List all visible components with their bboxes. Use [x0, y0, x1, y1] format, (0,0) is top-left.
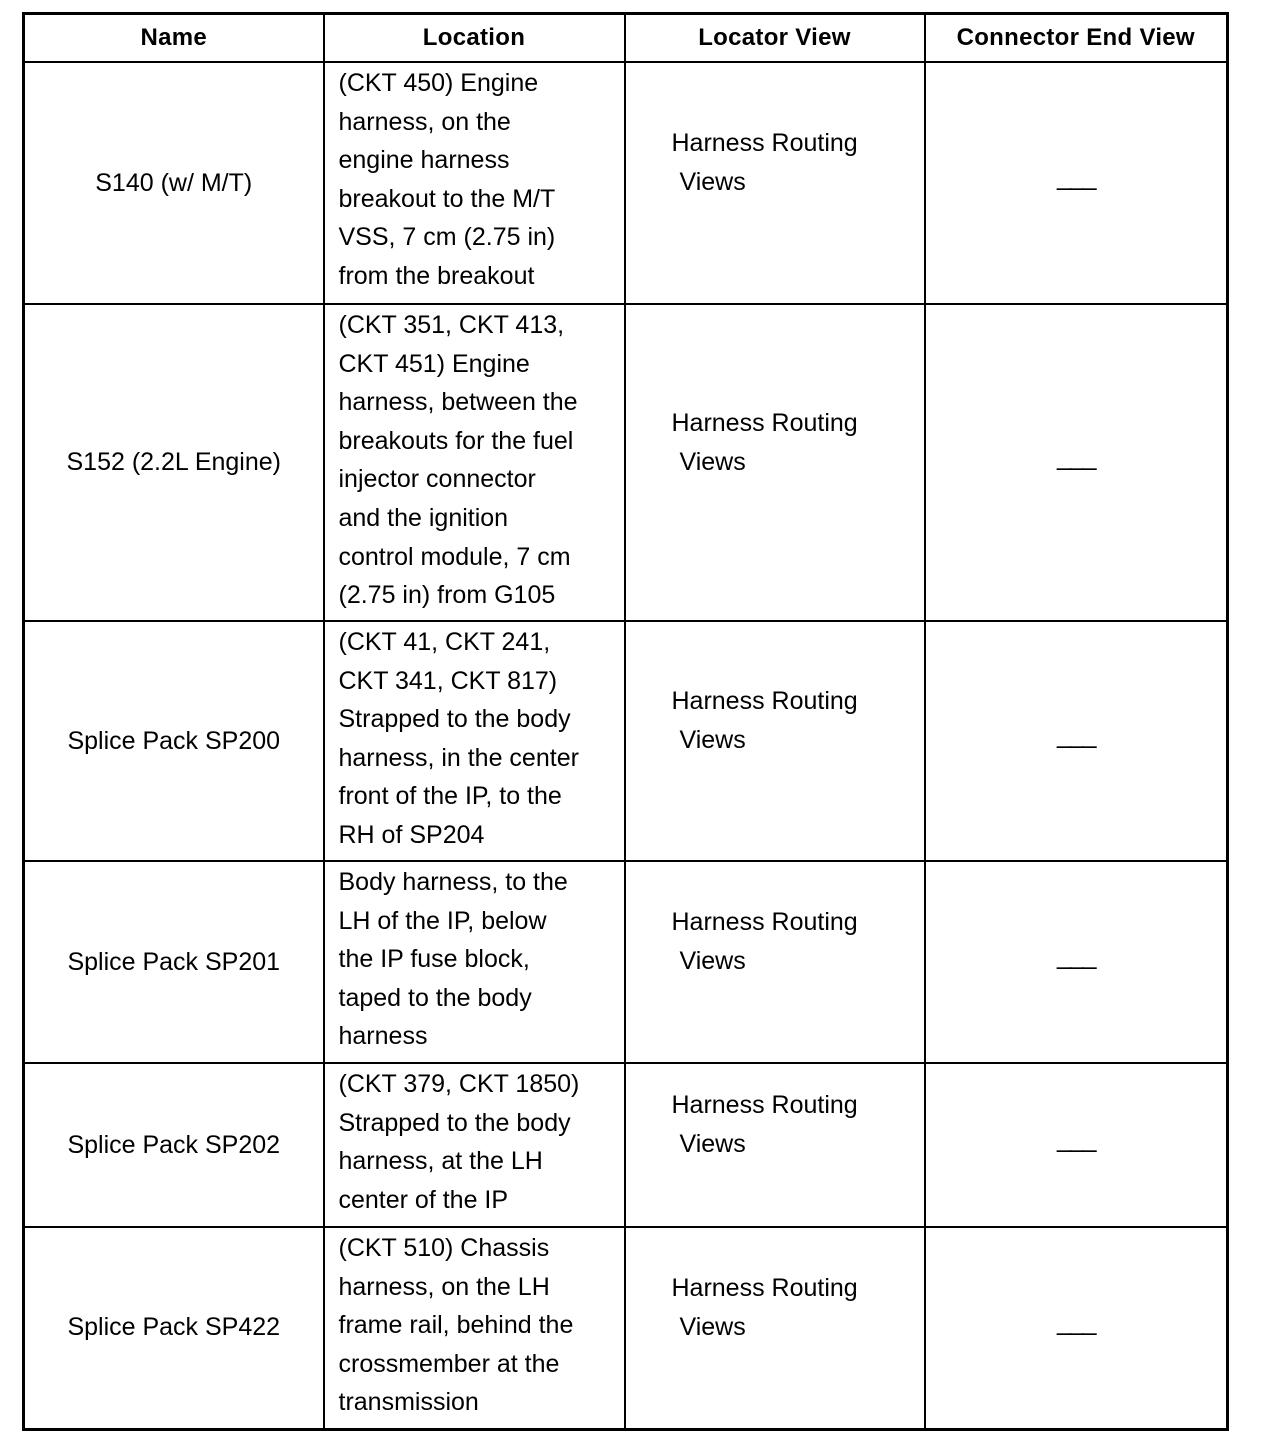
locator-text [672, 1086, 924, 1163]
cell-connector-end-view [925, 62, 1228, 304]
not-applicable-dash: ___ [1057, 440, 1095, 471]
not-applicable-dash: ___ [1057, 1123, 1095, 1154]
header-row [24, 14, 1228, 63]
cell-locator-view [625, 861, 925, 1063]
location-line: (CKT 351, CKT 413, [338, 311, 565, 339]
location-line: taped to the body [338, 983, 532, 1012]
cell-name: Splice Pack SP202 [24, 1063, 324, 1227]
not-applicable-dash: ___ [1057, 719, 1095, 750]
table-row [24, 62, 1228, 304]
locator-line-2: Views [679, 1312, 746, 1341]
table-row [24, 304, 1228, 621]
header-name: Name [24, 14, 324, 63]
table-row [24, 861, 1228, 1063]
cell-connector-end-view [925, 621, 1228, 861]
cell-locator-view [625, 304, 925, 621]
table-body [24, 62, 1228, 1429]
locator-text [672, 903, 924, 980]
cell-location [324, 1063, 625, 1227]
location-line: harness, between the [338, 388, 578, 417]
cell-location [324, 62, 625, 304]
location-line: transmission [338, 1388, 479, 1417]
locator-text [672, 124, 924, 201]
location-line: engine harness [338, 146, 510, 175]
location-line: (CKT 41, CKT 241, [338, 628, 551, 656]
header-location: Location [324, 14, 625, 63]
location-line: harness, on the [338, 107, 511, 136]
location-line: VSS, 7 cm (2.75 in) [338, 223, 556, 252]
locator-line-1: Harness Routing [671, 1274, 858, 1303]
cell-connector-end-view [925, 1063, 1228, 1227]
cell-name: Splice Pack SP422 [24, 1227, 324, 1429]
location-line: harness [338, 1022, 428, 1051]
location-line: injector connector [338, 465, 536, 494]
locator-line-2: Views [679, 1130, 746, 1158]
locator-line-2: Views [679, 447, 746, 476]
cell-name: S140 (w/ M/T) [24, 62, 324, 304]
cell-locator-view [625, 1227, 925, 1429]
location-line: the IP fuse block, [338, 945, 530, 974]
cell-location [324, 861, 625, 1063]
location-line: (2.75 in) from G105 [338, 581, 556, 610]
locator-text [672, 404, 924, 481]
location-line: frame rail, behind the [338, 1311, 574, 1340]
locator-text [672, 1269, 924, 1346]
cell-location [324, 304, 625, 621]
location-line: center of the IP [338, 1185, 509, 1214]
not-applicable-dash: ___ [1057, 161, 1095, 192]
locator-line-1: Harness Routing [671, 687, 858, 716]
location-line: and the ignition [338, 503, 509, 532]
cell-locator-view [625, 1063, 925, 1227]
location-line: Body harness, to the [338, 868, 568, 896]
location-line: Strapped to the body [338, 705, 571, 734]
splice-table-page [22, 12, 1226, 1431]
not-applicable-dash: ___ [1057, 940, 1095, 971]
location-line: control module, 7 cm [338, 542, 571, 571]
location-line: Strapped to the body [338, 1108, 571, 1137]
location-line: CKT 451) Engine [338, 349, 530, 378]
table-row [24, 621, 1228, 861]
locator-line-1: Harness Routing [671, 129, 858, 158]
location-line: crossmember at the [338, 1349, 560, 1378]
cell-connector-end-view [925, 304, 1228, 621]
splice-location-table [22, 12, 1229, 1431]
locator-line-2: Views [679, 947, 746, 975]
header-locator-view: Locator View [625, 14, 925, 63]
location-line: harness, at the LH [338, 1147, 543, 1176]
not-applicable-dash: ___ [1057, 1305, 1095, 1336]
location-line: RH of SP204 [338, 820, 485, 849]
location-line: LH of the IP, below [338, 906, 547, 935]
locator-line-2: Views [679, 726, 746, 754]
cell-connector-end-view [925, 1227, 1228, 1429]
location-line: (CKT 450) Engine [338, 69, 539, 97]
location-line: breakouts for the fuel [338, 426, 574, 455]
cell-name: S152 (2.2L Engine) [24, 304, 324, 621]
locator-text [672, 682, 924, 759]
location-line: (CKT 379, CKT 1850) [338, 1070, 580, 1098]
location-line: from the breakout [338, 261, 535, 290]
location-line: harness, in the center [338, 743, 579, 772]
locator-line-1: Harness Routing [671, 908, 858, 937]
cell-locator-view [625, 62, 925, 304]
header-connector-end-view: Connector End View [925, 14, 1228, 63]
location-line: CKT 341, CKT 817) [338, 666, 558, 695]
location-line: front of the IP, to the [338, 782, 562, 811]
cell-name: Splice Pack SP200 [24, 621, 324, 861]
locator-line-1: Harness Routing [671, 1091, 858, 1120]
location-line: breakout to the M/T [338, 184, 556, 213]
cell-locator-view [625, 621, 925, 861]
locator-line-1: Harness Routing [671, 408, 858, 437]
cell-name: Splice Pack SP201 [24, 861, 324, 1063]
location-line: harness, on the LH [338, 1272, 550, 1301]
cell-connector-end-view [925, 861, 1228, 1063]
locator-line-2: Views [679, 168, 746, 196]
cell-location [324, 621, 625, 861]
table-row [24, 1227, 1228, 1429]
location-line: (CKT 510) Chassis [338, 1234, 550, 1262]
cell-location [324, 1227, 625, 1429]
table-row [24, 1063, 1228, 1227]
